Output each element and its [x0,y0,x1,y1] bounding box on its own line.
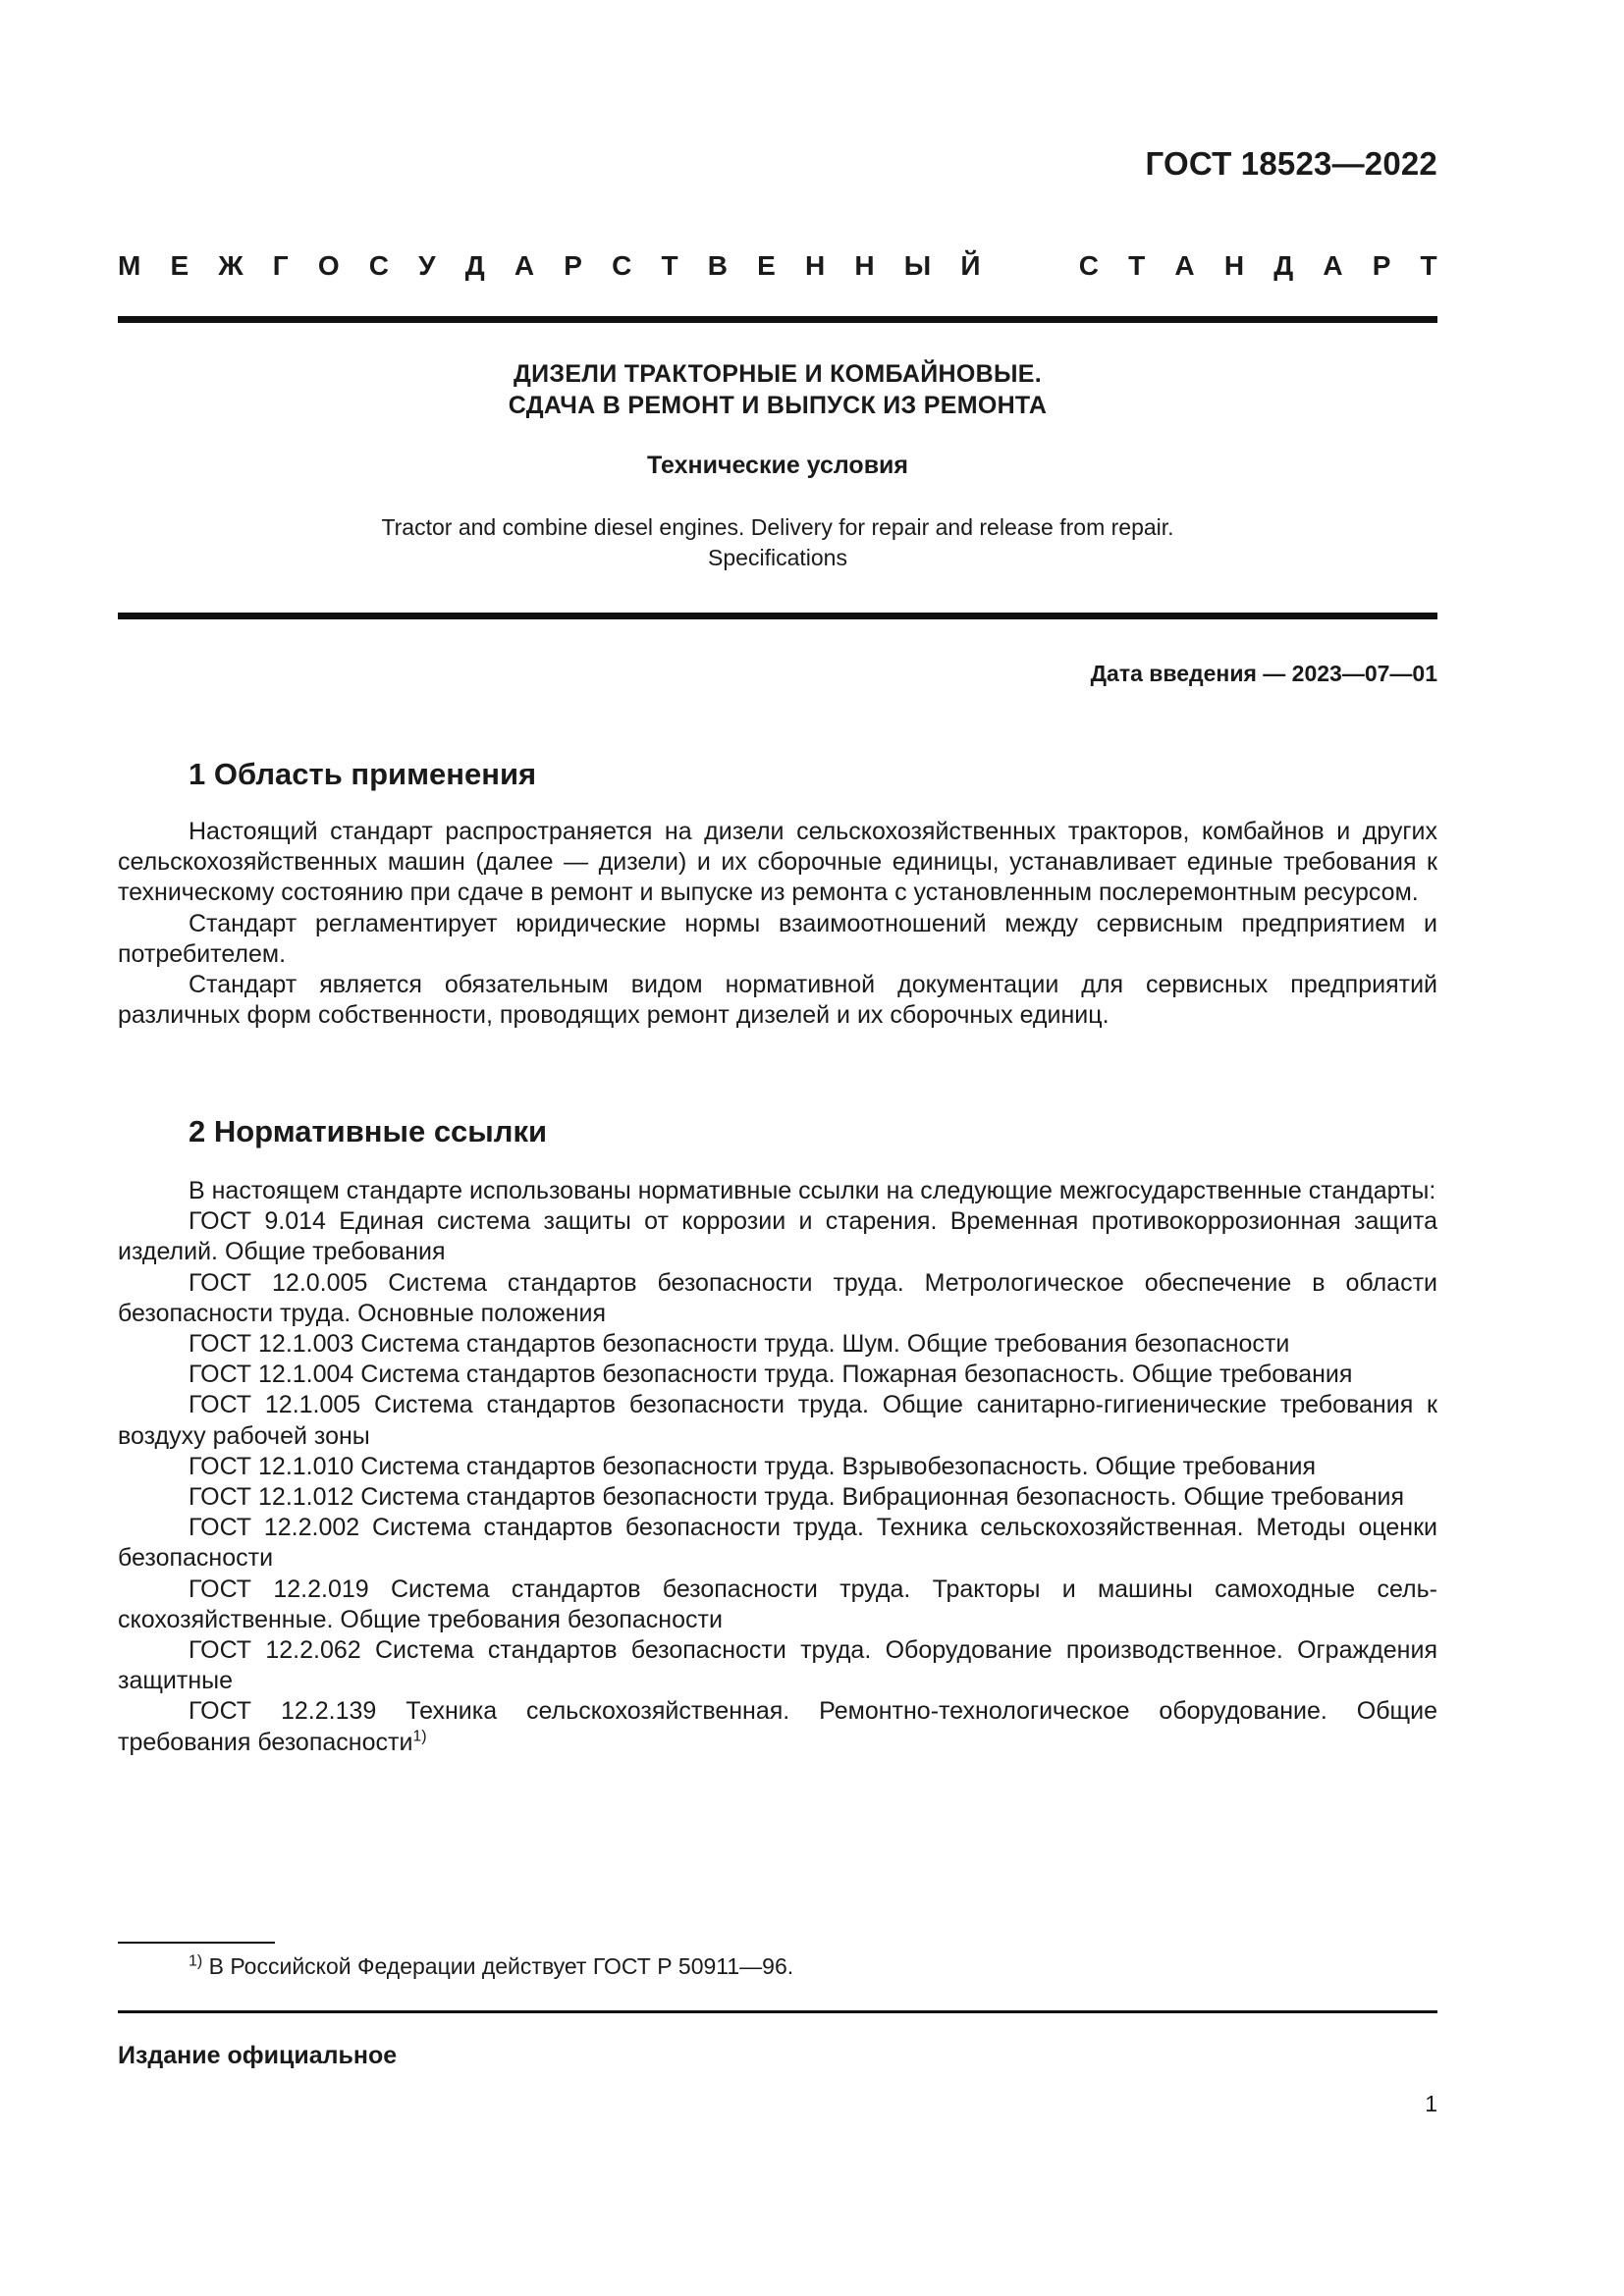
page-number: 1 [1425,2091,1437,2116]
normative-reference: ГОСТ 12.1.004 Система стандартов безопасности труда. Пожарная безопасность. Общие требования [189,1361,1353,1389]
banner-letter: А [1174,250,1195,281]
banner-letter: Г [272,250,289,281]
paragraph: В настоящем стандарте использованы нормативные ссылки на следующие межгосударственные стандарты: [189,1177,1436,1204]
document-subtitle: Технические условия [646,452,909,479]
title-line: ДИЗЕЛИ ТРАКТОРНЫЕ И КОМБАЙНОВЫЕ. [514,360,1042,388]
normative-reference: ГОСТ 12.2.062 Система стандартов безопасности труда. Оборудование производственное. Ограждения защитные [118,1636,1437,1695]
normative-reference: ГОСТ 9.014 Единая система защиты от коррозии и старения. Временная противокоррозионная защита изделий. Общие требования [118,1207,1437,1266]
banner-letter: У [418,250,436,281]
normative-reference: ГОСТ 12.1.012 Система стандартов безопасности труда. Вибрационная безопасность. Общие требования [189,1483,1405,1512]
reference-text: ГОСТ 12.2.139 Техника сельскохозяйственная. Ремонтно-технологическое оборудование. Общие требования безопасности [118,1697,1437,1756]
document-code: ГОСТ 18523—2022 [1145,145,1437,182]
banner-letter: Й [960,250,981,281]
normative-reference: ГОСТ 12.1.003 Система стандартов безопасности труда. Шум. Общие требования безопасности [189,1330,1290,1359]
normative-reference: ГОСТ 12.2.019 Система стандартов безопасности труда. Тракторы и машины самоходные сельскохозяйственные. Общие требования безопасности [118,1575,1437,1633]
banner-letter: Ы [903,250,932,281]
introduction-date: Дата введения — 2023—07—01 [1090,661,1437,686]
banner-letter: Е [757,250,776,281]
banner-letter: А [1323,250,1343,281]
normative-reference [118,1696,1437,1757]
footer-divider [118,2010,1437,2013]
banner-letter: С [368,250,389,281]
banner-letter: Р [564,250,582,281]
footnote-mark: 1) [189,1952,203,1970]
banner-letter: Н [1223,250,1245,281]
english-title-line: Tractor and combine diesel engines. Delivery for repair and release from repair. [381,514,1174,540]
interstate-standard-banner [118,250,1437,282]
banner-gap [1010,250,1050,282]
normative-reference: ГОСТ 12.2.002 Система стандартов безопасности труда. Техника сельскохозяйственная. Методы оценки безопасности [118,1514,1437,1573]
normative-reference: ГОСТ 12.0.005 Система стандартов безопасности труда. Метрологическое обеспечение в области безопасности труда. Основные положения [118,1268,1437,1327]
banner-letter: С [612,250,632,281]
section-1-body [118,817,1437,1031]
document-title [118,358,1437,421]
banner-letter: О [317,250,340,281]
header-divider [118,316,1437,323]
footnote-marker[interactable]: 1) [412,1728,427,1745]
english-title [118,512,1437,573]
paragraph: Стандарт регламентирует юридические нормы взаимоотношений между сервисным предприятием и потребителем. [118,909,1437,968]
banner-letter: Р [1372,250,1391,281]
banner-letter: В [707,250,728,281]
title-divider [118,613,1437,619]
paragraph: Стандарт является обязательным видом нормативной документации для сервисных предприятий различных форм собственности, проводящих ремонт дизелей и их сборочных единиц. [118,971,1437,1030]
banner-letter: Т [1128,250,1146,281]
footnote [189,1953,793,1980]
banner-letter: Н [854,250,875,281]
paragraph: Настоящий стандарт распространяется на дизели сельскохозяйственных тракторов, комбайнов и других сельскохозяйственных машин (далее — дизели) и их сборочные единицы, устанавливает единые требования к техническому состоянию при сдаче в ремонт и выпуске из ремонта с установленным послеремонтным ресурсом. [118,818,1437,907]
banner-letter: М [118,250,141,281]
banner-letter: Ж [218,250,244,281]
banner-letter: Т [1420,250,1437,281]
banner-letter: Е [170,250,189,281]
normative-reference: ГОСТ 12.1.010 Система стандартов безопасности труда. Взрывобезопасность. Общие требования [189,1452,1317,1480]
title-line: СДАЧА В РЕМОНТ И ВЫПУСК ИЗ РЕМОНТА [508,392,1048,419]
banner-letter: А [514,250,535,281]
official-edition-label: Издание официальное [118,2042,398,2069]
banner-letter: Т [661,250,678,281]
footnote-separator [118,1942,275,1944]
footnote-text: В Российской Федерации действует ГОСТ Р 50911—96. [208,1953,794,1979]
banner-letter: Н [804,250,826,281]
banner-letter: С [1078,250,1099,281]
section-2-body [118,1176,1437,1758]
english-title-line: Specifications [708,545,847,570]
section-1-heading: 1 Область применения [189,757,537,791]
normative-reference: ГОСТ 12.1.005 Система стандартов безопасности труда. Общие санитарно-гигиенические требования к воздуху рабочей зоны [118,1391,1437,1450]
section-2-heading: 2 Нормативные ссылки [189,1114,548,1148]
document-page [118,0,1437,2296]
banner-letter: Д [464,250,485,281]
banner-letter: Д [1273,250,1294,281]
